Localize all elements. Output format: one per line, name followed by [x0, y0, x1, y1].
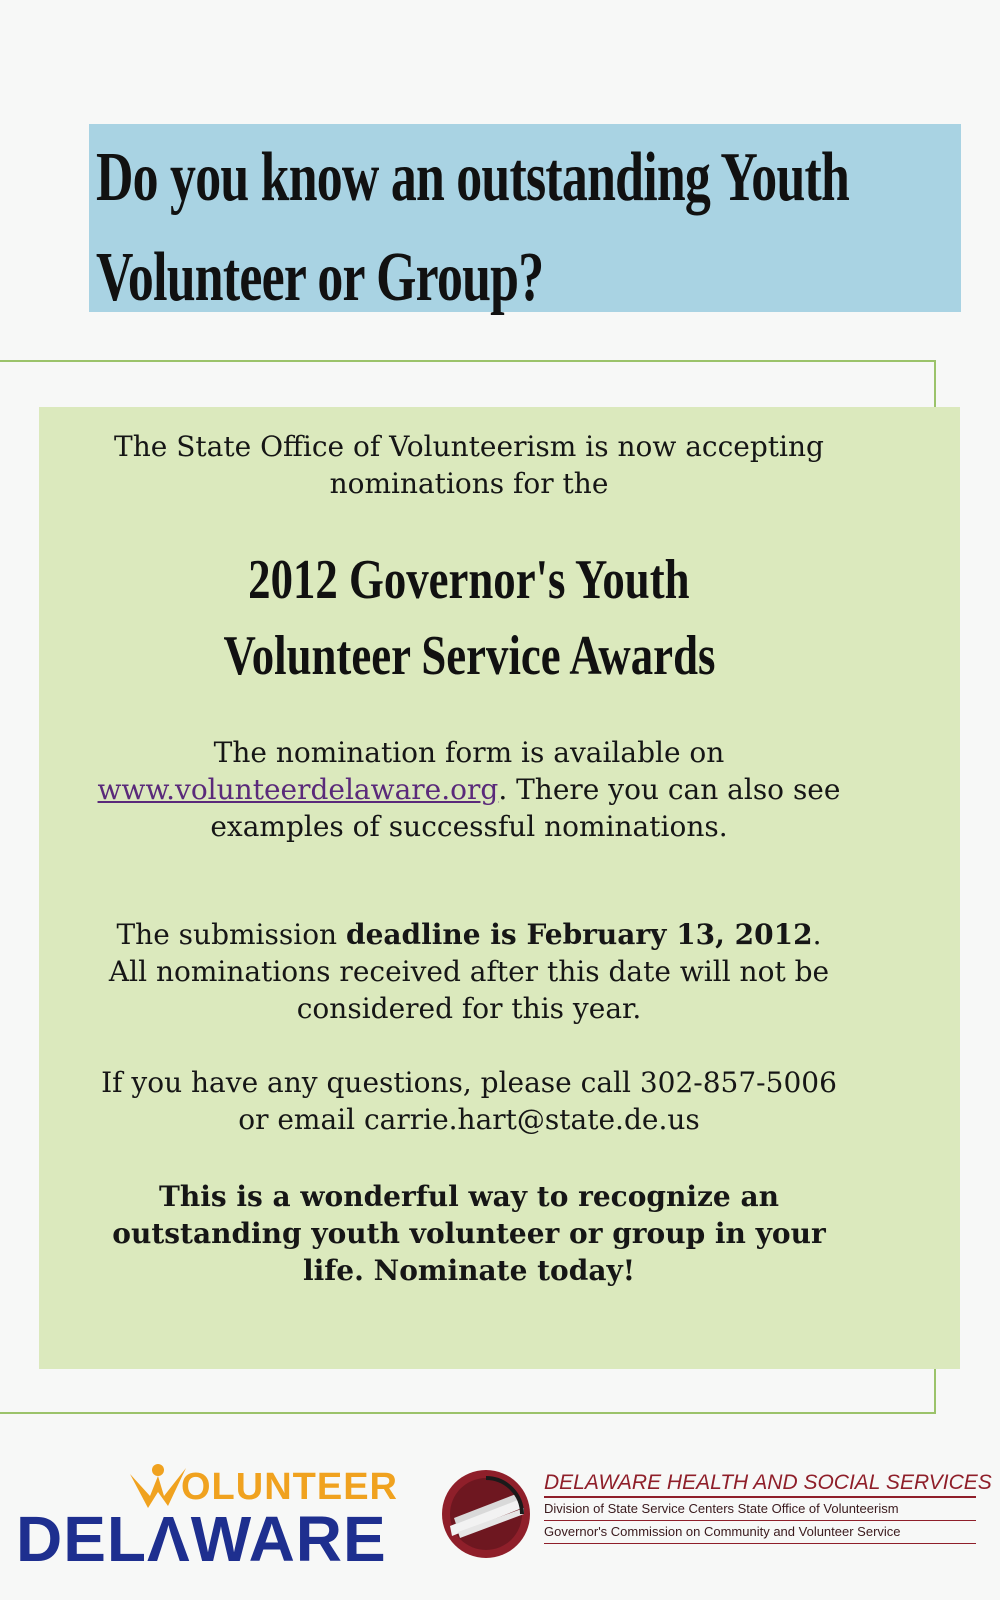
award-title-line-2: Volunteer Service Awards	[223, 625, 715, 687]
headline-line-1: Do you know an outstanding Youth	[96, 139, 850, 216]
dhss-seal-icon	[440, 1468, 532, 1560]
contact-paragraph	[39, 1064, 899, 1138]
closing-line-3: life. Nominate today!	[302, 1254, 636, 1287]
contact-line-2: or email carrie.hart@state.de.us	[238, 1103, 700, 1136]
form-info-line-1: The nomination form is available on	[213, 736, 725, 769]
award-title	[39, 542, 899, 694]
intro-line-2: nominations for the	[329, 467, 609, 500]
headline	[96, 128, 850, 328]
deadline-line-3: considered for this year.	[296, 992, 642, 1025]
dhss-division-line: Division of State Service Centers State Office of Volunteerism	[544, 1498, 976, 1521]
nomination-form-paragraph	[39, 734, 899, 845]
dhss-commission-line: Governor's Commission on Community and Volunteer Service	[544, 1521, 976, 1544]
deadline-date: deadline is February 13, 2012	[345, 918, 813, 951]
closing-line-2: outstanding youth volunteer or group in your	[112, 1217, 826, 1250]
deadline-line-1	[39, 916, 899, 953]
intro-line-1: The State Office of Volunteerism is now accepting	[114, 430, 824, 463]
dhss-text-block	[544, 1470, 992, 1544]
deadline-paragraph	[39, 916, 899, 1027]
deadline-prefix: The submission	[116, 918, 346, 951]
volunteer-delaware-logo	[16, 1462, 398, 1575]
headline-line-2: Volunteer or Group?	[96, 239, 544, 316]
logo-delaware-word: DELΛWARE	[16, 1503, 387, 1575]
form-info-line-2	[39, 771, 899, 808]
award-title-line-1: 2012 Governor's Youth	[248, 549, 690, 611]
deadline-suffix: .	[812, 918, 822, 951]
contact-line-1: If you have any questions, please call 302-857-5006	[101, 1066, 837, 1099]
dhss-title: DELAWARE HEALTH AND SOCIAL SERVICES	[544, 1470, 976, 1498]
intro-paragraph	[39, 428, 899, 502]
form-info-line-3: examples of successful nominations.	[210, 810, 728, 843]
closing-paragraph	[39, 1178, 899, 1289]
form-info-after-link: . There you can also see	[498, 773, 841, 806]
closing-line-1: This is a wonderful way to recognize an	[159, 1180, 779, 1213]
deadline-line-2: All nominations received after this date will not be	[108, 955, 830, 988]
logo-volunteer-word: OLUNTEER	[181, 1466, 398, 1508]
volunteer-delaware-link[interactable]: www.volunteerdelaware.org	[97, 773, 499, 806]
